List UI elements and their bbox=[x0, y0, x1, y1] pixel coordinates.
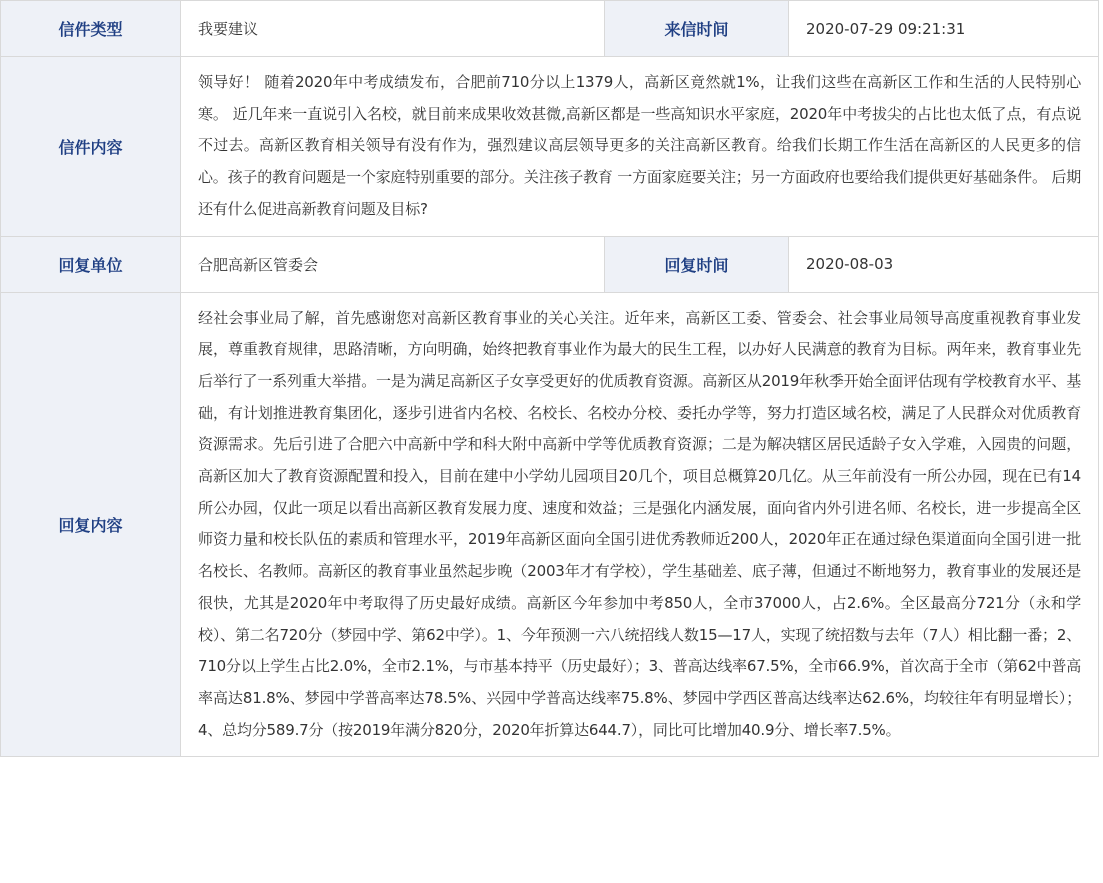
reply-unit-value: 合肥高新区管委会 bbox=[181, 236, 605, 292]
letter-content-text: 领导好！ 随着2020年中考成绩发布，合肥前710分以上1379人，高新区竟然就1%，让我们这些在高新区工作和生活的人民特别心寒。 近几年来一直说引入名校，就目前来成果收效甚微,高新区都是一些高知识水平家庭，2020年中考拔尖的占比也太低了点，有点说不过去。高新区教育相关领导有没有作为，强烈建议高层领导更多的关注高新区教育。给我们长期工作生活在高新区的人民更多的信心。孩子的教育问题是一个家庭特别重要的部分。关注孩子教育 一方面家庭要关注；另一方面政府也要给我们提供更好基础条件。 后期还有什么促进高新教育问题及目标? bbox=[181, 57, 1099, 237]
reply-content-text: 经社会事业局了解，首先感谢您对高新区教育事业的关心关注。近年来，高新区工委、管委会、社会事业局领导高度重视教育事业发展，尊重教育规律，思路清晰，方向明确，始终把教育事业作为最大的民生工程，以办好人民满意的教育为目标。两年来，教育事业先后举行了一系列重大举措。一是为满足高新区子女享受更好的优质教育资源。高新区从2019年秋季开始全面评估现有学校教育水平、基础，有计划推进教育集团化，逐步引进省内名校、名校长、名校办分校、委托办学等，努力打造区域名校，满足了人民群众对优质教育资源需求。先后引进了合肥六中高新中学和科大附中高新中学等优质教育资源；二是为解决辖区居民适龄子女入学难，入园贵的问题，高新区加大了教育资源配置和投入，目前在建中小学幼儿园项目20几个，项目总概算20几亿。从三年前没有一所公办园，现在已有14所公办园，仅此一项足以看出高新区教育发展力度、速度和效益；三是强化内涵发展，面向省内外引进名师、名校长，进一步提高全区师资力量和校长队伍的素质和管理水平，2019年高新区面向全国引进优秀教师近200人，2020年正在通过绿色渠道面向全国引进一批名校长、名教师。高新区的教育事业虽然起步晚（2003年才有学校），学生基础差、底子薄，但通过不断地努力，教育事业的发展还是很快，尤其是2020年中考取得了历史最好成绩。高新区今年参加中考850人，全市37000人，占2.6%。全区最高分721分（永和学校）、第二名720分（梦园中学、第62中学）。1、今年预测一六八统招线人数15—17人，实现了统招数与去年（7人）相比翻一番；2、710分以上学生占比2.0%，全市2.1%，与市基本持平（历史最好）；3、普高达线率67.5%，全市66.9%，首次高于全市（第62中普高率高达81.8%、梦园中学普高率达78.5%、兴园中学普高达线率75.8%、梦园中学西区普高达线率达62.6%，均较往年有明显增长）；4、总均分589.7分（按2019年满分820分，2020年折算达644.7），同比可比增加40.9分、增长率7.5%。 bbox=[181, 292, 1099, 757]
letter-content-row bbox=[1, 57, 1099, 237]
letter-time-value: 2020-07-29 09:21:31 bbox=[789, 1, 1099, 57]
letter-type-label: 信件类型 bbox=[1, 1, 181, 57]
reply-unit-label: 回复单位 bbox=[1, 236, 181, 292]
letter-content-label: 信件内容 bbox=[1, 57, 181, 237]
reply-content-row bbox=[1, 292, 1099, 757]
letter-time-label: 来信时间 bbox=[605, 1, 789, 57]
letter-type-value: 我要建议 bbox=[181, 1, 605, 57]
reply-unit-row bbox=[1, 236, 1099, 292]
reply-time-value: 2020-08-03 bbox=[789, 236, 1099, 292]
reply-content-label: 回复内容 bbox=[1, 292, 181, 757]
reply-time-label: 回复时间 bbox=[605, 236, 789, 292]
letter-type-row bbox=[1, 1, 1099, 57]
